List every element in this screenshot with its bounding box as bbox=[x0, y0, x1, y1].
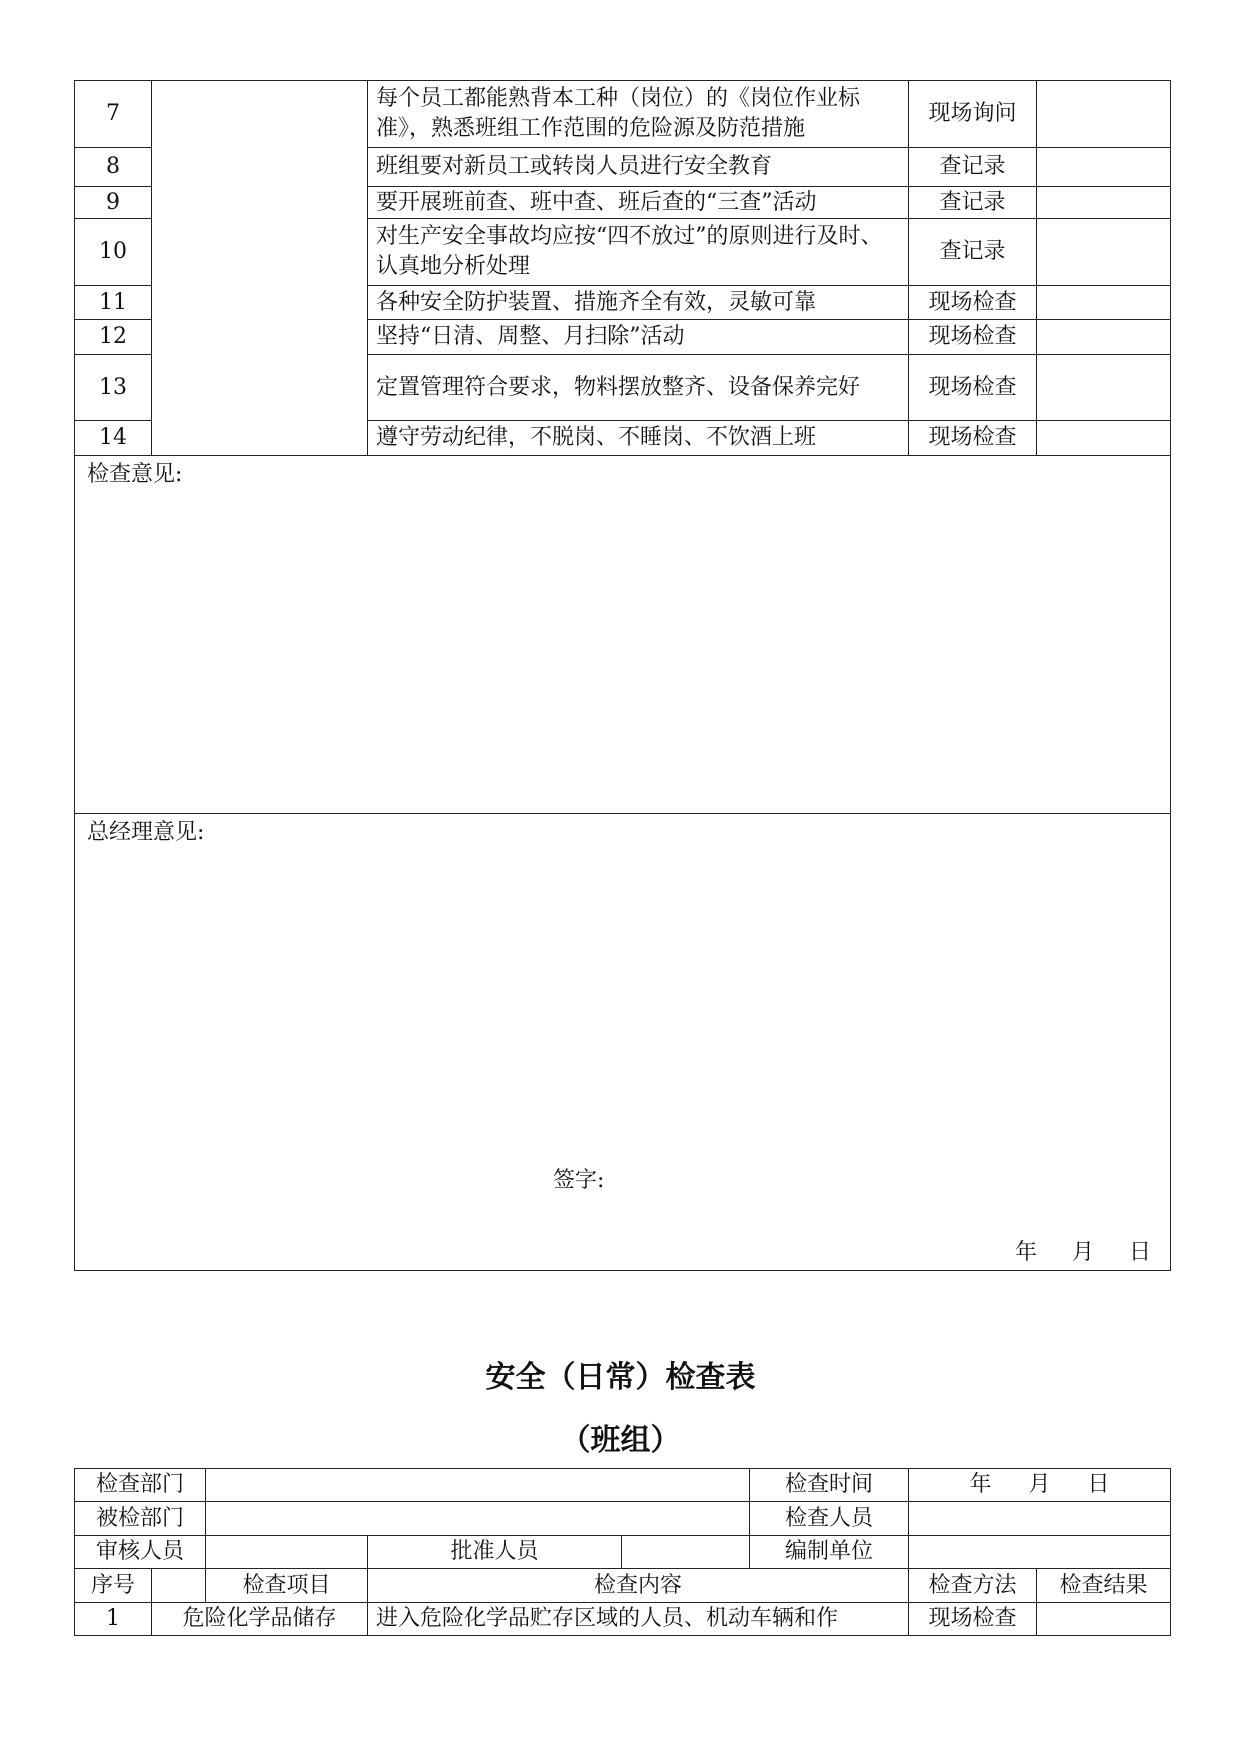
row-method: 查记录 bbox=[909, 148, 1037, 187]
row-content: 每个员工都能熟背本工种（岗位）的《岗位作业标准》，熟悉班组工作范围的危险源及防范措施 bbox=[368, 81, 909, 148]
gm-opinion-row bbox=[75, 814, 1171, 1271]
row-method: 现场检查 bbox=[909, 421, 1037, 456]
row-content: 坚持“日清、周整、月扫除”活动 bbox=[368, 320, 909, 355]
table-row bbox=[75, 81, 1171, 148]
row-result[interactable] bbox=[1037, 81, 1171, 148]
inspect-dept-label: 检查部门 bbox=[75, 1469, 206, 1502]
row-number: 7 bbox=[75, 81, 152, 148]
row-content: 班组要对新员工或转岗人员进行安全教育 bbox=[368, 148, 909, 187]
header-no: 序号 bbox=[75, 1569, 152, 1603]
row-content: 进入危险化学品贮存区域的人员、机动车辆和作 bbox=[368, 1603, 909, 1636]
row-method: 现场检查 bbox=[909, 286, 1037, 320]
row-method: 查记录 bbox=[909, 187, 1037, 219]
row-method: 现场询问 bbox=[909, 81, 1037, 148]
table-row bbox=[75, 1603, 1171, 1636]
reviewer-label: 审核人员 bbox=[75, 1536, 206, 1569]
row-number: 1 bbox=[75, 1603, 152, 1636]
row-number: 9 bbox=[75, 187, 152, 219]
row-number: 10 bbox=[75, 219, 152, 286]
row-result[interactable] bbox=[1037, 421, 1171, 456]
date-label: 年 月 日 bbox=[1015, 1240, 1151, 1265]
row-method: 现场检查 bbox=[909, 1603, 1037, 1636]
inspected-dept-field[interactable] bbox=[206, 1502, 750, 1536]
inspection-opinion-row bbox=[75, 456, 1171, 814]
table-header-row bbox=[75, 1569, 1171, 1603]
row-item: 危险化学品储存 bbox=[152, 1603, 368, 1636]
row-number: 12 bbox=[75, 320, 152, 355]
row-content: 要开展班前查、班中查、班后查的“三查”活动 bbox=[368, 187, 909, 219]
row-result[interactable] bbox=[1037, 286, 1171, 320]
row-content: 定置管理符合要求，物料摆放整齐、设备保养完好 bbox=[368, 355, 909, 421]
header-item: 检查项目 bbox=[206, 1569, 368, 1603]
gm-opinion-field[interactable] bbox=[75, 814, 1171, 1271]
row-method: 现场检查 bbox=[909, 355, 1037, 421]
gm-opinion-label: 总经理意见: bbox=[87, 820, 205, 845]
row-number: 13 bbox=[75, 355, 152, 421]
inspector-label: 检查人员 bbox=[750, 1502, 909, 1536]
compiler-label: 编制单位 bbox=[750, 1536, 909, 1569]
row-number: 8 bbox=[75, 148, 152, 187]
signature-label: 签字: bbox=[553, 1168, 605, 1193]
approver-label: 批准人员 bbox=[368, 1536, 622, 1569]
inspect-dept-field[interactable] bbox=[206, 1469, 750, 1502]
checklist-table-continued bbox=[74, 80, 1171, 1271]
row-number: 14 bbox=[75, 421, 152, 456]
item-cell-merged bbox=[152, 81, 368, 456]
checklist-table bbox=[74, 1468, 1171, 1636]
inspection-opinion-field[interactable] bbox=[75, 456, 1171, 814]
header-content: 检查内容 bbox=[368, 1569, 909, 1603]
inspect-time-field[interactable]: 年 月 日 bbox=[909, 1469, 1171, 1502]
row-method: 现场检查 bbox=[909, 320, 1037, 355]
row-result[interactable] bbox=[1037, 355, 1171, 421]
row-method: 查记录 bbox=[909, 219, 1037, 286]
table-row bbox=[75, 1536, 1171, 1569]
inspection-opinion-label: 检查意见: bbox=[87, 462, 183, 487]
row-content: 遵守劳动纪律，不脱岗、不睡岗、不饮酒上班 bbox=[368, 421, 909, 456]
header-method: 检查方法 bbox=[909, 1569, 1037, 1603]
approver-field[interactable] bbox=[622, 1536, 750, 1569]
row-content: 各种安全防护装置、措施齐全有效，灵敏可靠 bbox=[368, 286, 909, 320]
inspected-dept-label: 被检部门 bbox=[75, 1502, 206, 1536]
row-result[interactable] bbox=[1037, 320, 1171, 355]
row-result[interactable] bbox=[1037, 187, 1171, 219]
form-title: 安全（日常）检查表 bbox=[485, 1360, 756, 1395]
row-number: 11 bbox=[75, 286, 152, 320]
inspector-field[interactable] bbox=[909, 1502, 1171, 1536]
compiler-field[interactable] bbox=[909, 1536, 1171, 1569]
inspect-time-label: 检查时间 bbox=[750, 1469, 909, 1502]
row-result[interactable] bbox=[1037, 1603, 1171, 1636]
row-content: 对生产安全事故均应按“四不放过”的原则进行及时、认真地分析处理 bbox=[368, 219, 909, 286]
row-result[interactable] bbox=[1037, 148, 1171, 187]
header-result: 检查结果 bbox=[1037, 1569, 1171, 1603]
reviewer-field[interactable] bbox=[206, 1536, 368, 1569]
table-row bbox=[75, 1502, 1171, 1536]
header-spacer bbox=[152, 1569, 206, 1603]
form-subtitle: （班组） bbox=[560, 1423, 681, 1458]
row-result[interactable] bbox=[1037, 219, 1171, 286]
table-row bbox=[75, 1469, 1171, 1502]
